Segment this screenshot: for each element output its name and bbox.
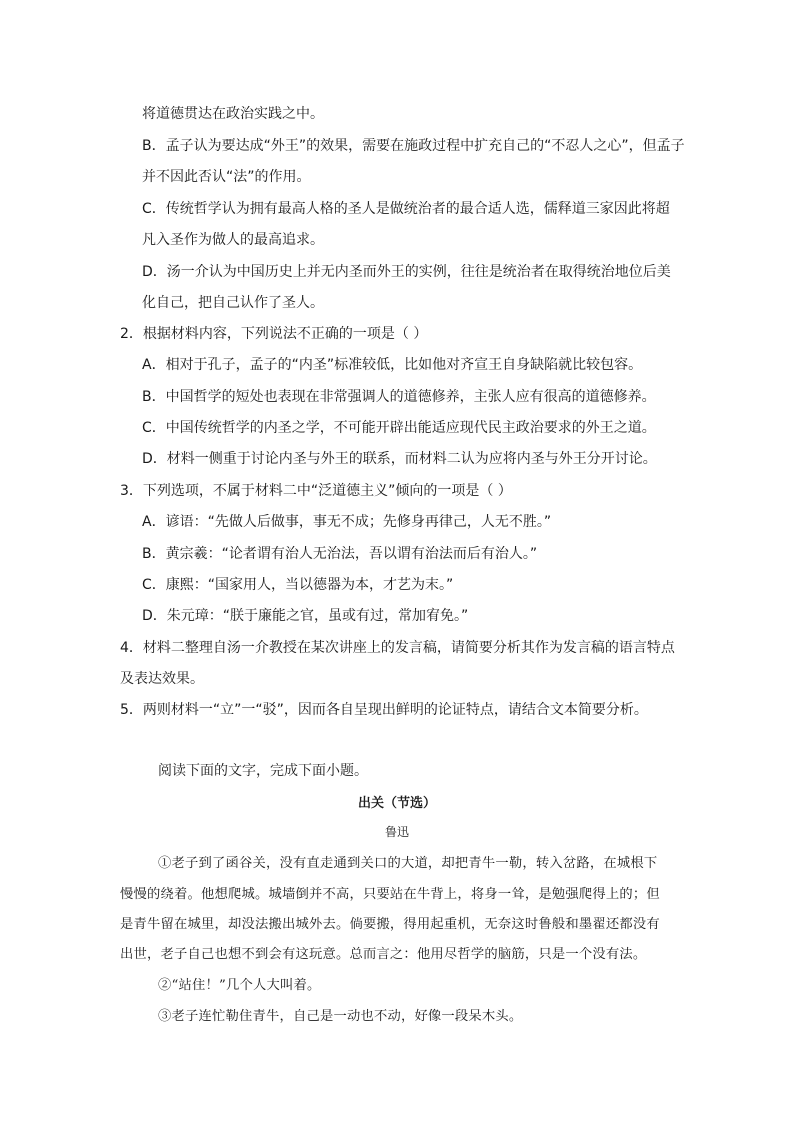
passage-author: 鲁迅 <box>384 825 409 839</box>
question-4-continuation: 及表达效果。 <box>120 671 204 687</box>
passage-paragraph-2: ②“站住！”几个人大叫着。 <box>158 978 321 993</box>
question-2-option-b: B．中国哲学的短处也表现在非常强调人的道德修养，主张人应有很高的道德修养。 <box>142 389 656 405</box>
question-3-option-b: B．黄宗羲：“论者谓有治人无治法，吾以谓有治法而后有治人。” <box>142 546 538 562</box>
passage-paragraph-1-line-3: 是青牛留在城里，却没法搬出城外去。倘要搬，得用起重机，无奈这时鲁般和墨翟还都没有 <box>120 917 660 932</box>
question-2-stem: 2．根据材料内容，下列说法不正确的一项是（ ） <box>120 326 428 342</box>
passage-title: 出关（节选） <box>357 796 436 811</box>
question-3-option-c: C．康熙：“国家用人，当以德器为本，才艺为末。” <box>142 577 454 593</box>
option-b-continuation: 并不因此否认“法”的作用。 <box>142 169 311 185</box>
question-1-option-c: C．传统哲学认为拥有最高人格的圣人是做统治者的最合适人选，儒释道三家因此将超 <box>142 201 670 217</box>
question-2-option-d: D．材料一侧重于讨论内圣与外王的联系，而材料二认为应将内圣与外王分开讨论。 <box>142 451 657 467</box>
question-3-option-a: A．谚语：“先做人后做事，事无不成；先修身再律己，人无不胜。” <box>142 514 552 530</box>
question-2-option-c: C．中国传统哲学的内圣之学，不可能开辟出能适应现代民主政治要求的外王之道。 <box>142 420 656 436</box>
passage-paragraph-1: ①老子到了函谷关，没有直走通到关口的大道，却把青牛一勒，转入岔路，在城根下 <box>158 856 658 871</box>
option-c-continuation: 凡入圣作为做人的最高追求。 <box>142 232 324 248</box>
passage-paragraph-1-line-2: 慢慢的绕着。他想爬城。城墙倒并不高，只要站在牛背上，将身一耸，是勉强爬得上的；但 <box>120 887 660 902</box>
passage-paragraph-3: ③老子连忙勒住青牛，自己是一动也不动，好像一段呆木头。 <box>158 1009 523 1024</box>
question-2-option-a: A．相对于孔子，孟子的“内圣”标准较低，比如他对齐宣王自身缺陷就比较包容。 <box>142 357 643 373</box>
question-3-option-d: D．朱元璋：“朕于廉能之官，虽或有过，常加宥免。” <box>142 608 469 624</box>
question-3-stem: 3．下列选项，不属于材料二中“泛道德主义”倾向的一项是（ ） <box>120 483 512 499</box>
question-1-option-d: D．汤一介认为中国历史上并无内圣而外王的实例，往往是统治者在取得统治地位后美 <box>142 264 671 280</box>
question-5-stem: 5．两则材料一“立”一“驳”，因而各自呈现出鲜明的论证特点，请结合文本简要分析。 <box>120 702 648 718</box>
question-1-option-b: B．孟子认为要达成“外王”的效果，需要在施政过程中扩充自己的“不忍人之心”，但孟子 <box>142 138 685 154</box>
reading-instruction: 阅读下面的文字，完成下面小题。 <box>158 763 368 779</box>
question-4-stem: 4．材料二整理自汤一介教授在某次讲座上的发言稿，请简要分析其作为发言稿的语言特点 <box>120 640 675 656</box>
option-a-continuation: 将道德贯达在政治实践之中。 <box>142 106 324 122</box>
passage-paragraph-1-line-4: 出世，老子自己也想不到会有这玩意。总而言之：他用尽哲学的脑筋，只是一个没有法。 <box>120 947 647 962</box>
option-d-continuation: 化自己，把自己认作了圣人。 <box>142 295 324 311</box>
